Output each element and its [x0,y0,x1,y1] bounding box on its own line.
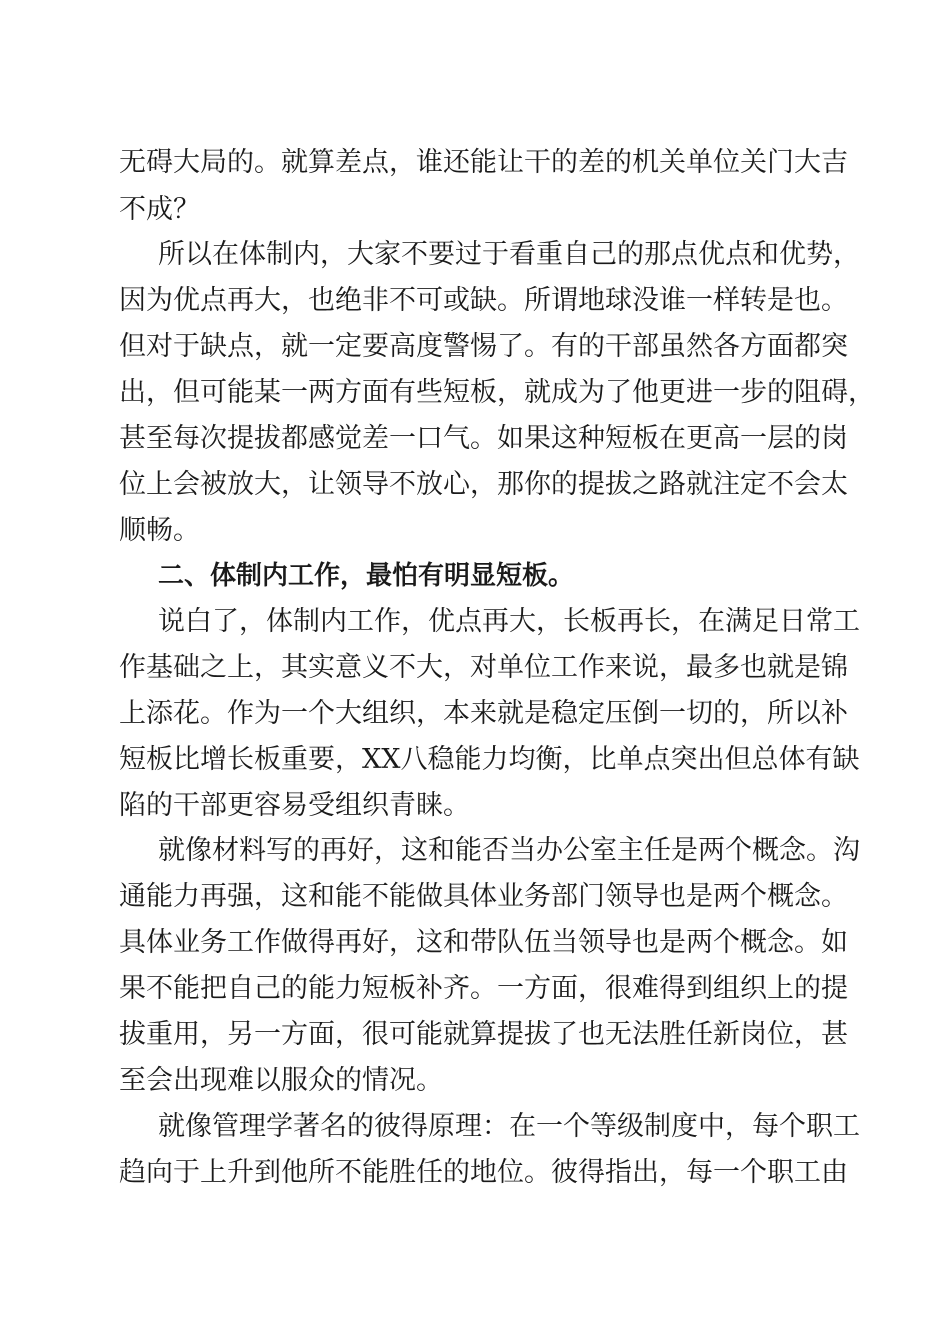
section-heading: 二、体制内工作，最怕有明显短板。 [158,561,575,591]
paragraph-start-line: 所以在体制内，大家不要过于看重自己的那点优点和优势， [158,239,860,270]
text-line: 无碍大局的。就算差点，谁还能让干的差的机关单位关门大吉 [119,147,848,178]
text-line: 具体业务工作做得再好，这和带队伍当领导也是两个概念。如 [119,927,848,958]
paragraph-start-line: 就像材料写的再好，这和能否当办公室主任是两个概念。沟 [158,835,860,866]
text-line: 短板比增长板重要，XX八稳能力均衡，比单点突出但总体有缺 [119,744,860,775]
paragraph-start-line: 就像管理学著名的彼得原理：在一个等级制度中，每个职工 [158,1111,860,1142]
text-line: 因为优点再大，也绝非不可或缺。所谓地球没谁一样转是也。 [119,285,848,316]
text-line: 上添花。作为一个大组织，本来就是稳定压倒一切的，所以补 [119,698,848,729]
text-line: 果不能把自己的能力短板补齐。一方面，很难得到组织上的提 [119,973,848,1004]
text-line: 趋向于上升到他所不能胜任的地位。彼得指出，每一个职工由 [119,1157,848,1188]
text-line: 但对于缺点，就一定要高度警惕了。有的干部虽然各方面都突 [119,331,848,362]
text-line: 至会出现难以服众的情况。 [119,1065,443,1096]
paragraph-start-line: 说白了，体制内工作，优点再大，长板再长，在满足日常工 [158,606,860,637]
text-line: 顺畅。 [119,515,200,546]
text-line: 通能力再强，这和能不能做具体业务部门领导也是两个概念。 [119,881,848,912]
text-line: 不成？ [119,194,200,225]
text-line: 拔重用，另一方面，很可能就算提拔了也无法胜任新岗位，甚 [119,1019,848,1050]
text-line: 甚至每次提拔都感觉差一口气。如果这种短板在更高一层的岗 [119,423,848,454]
text-line: 作基础之上，其实意义不大，对单位工作来说，最多也就是锦 [119,652,848,683]
text-line: 位上会被放大，让领导不放心，那你的提拔之路就注定不会太 [119,469,848,500]
text-line: 陷的干部更容易受组织青睐。 [119,790,470,821]
text-line: 出，但可能某一两方面有些短板，就成为了他更进一步的阻碍， [119,377,875,408]
